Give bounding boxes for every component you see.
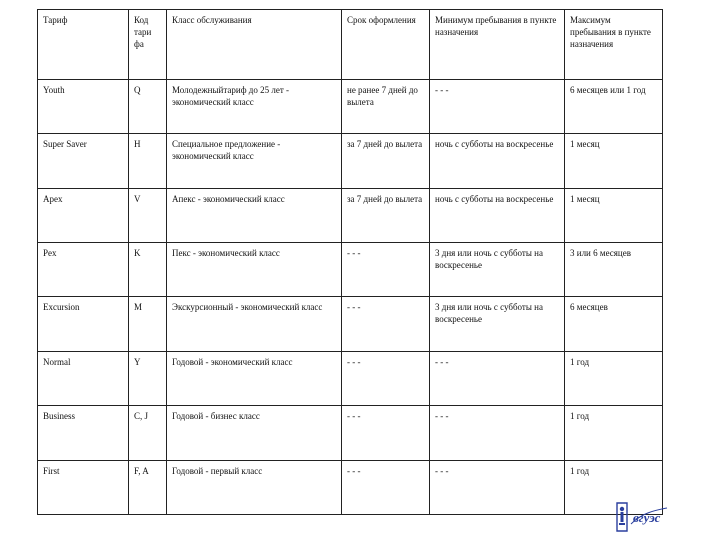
table-cell	[167, 188, 342, 242]
table-cell	[167, 351, 342, 405]
cell-text: Pex	[43, 248, 57, 259]
cell-text: Q	[134, 85, 141, 96]
header-cell-booking	[342, 10, 430, 80]
cell-text: Годовой - экономический класс	[172, 356, 293, 367]
table-cell	[565, 134, 663, 188]
cell-text: - - -	[347, 356, 361, 367]
cell-text: - - -	[435, 356, 449, 367]
cell-text: K	[134, 248, 141, 259]
cell-text: ночь с субботы на воскресенье	[435, 193, 554, 204]
table-cell	[129, 460, 167, 514]
table-cell	[129, 243, 167, 297]
table-cell	[129, 351, 167, 405]
table-row	[38, 243, 663, 297]
table-cell	[167, 243, 342, 297]
table-cell	[38, 80, 129, 134]
table-cell	[430, 297, 565, 351]
cell-text: 3 дня или ночь с субботы на воскресенье	[435, 248, 543, 271]
cell-text: Apex	[43, 193, 63, 204]
table-cell	[342, 188, 430, 242]
table-cell	[38, 406, 129, 460]
cell-text: - - -	[435, 411, 449, 422]
cell-text: 6 месяцев	[570, 302, 608, 313]
table-cell	[38, 188, 129, 242]
cell-text: за 7 дней до вылета	[347, 139, 423, 150]
table-cell	[430, 134, 565, 188]
table-cell	[430, 351, 565, 405]
table-row	[38, 134, 663, 188]
table-cell	[342, 243, 430, 297]
table-cell	[565, 297, 663, 351]
table-cell	[565, 351, 663, 405]
cell-text: - - -	[435, 465, 449, 476]
table-row	[38, 188, 663, 242]
cell-text: - - -	[347, 248, 361, 259]
university-logo-icon	[613, 500, 669, 534]
cell-text: Normal	[43, 356, 71, 367]
table-cell	[342, 351, 430, 405]
cell-text: 1 год	[570, 465, 590, 476]
cell-text: не ранее 7 дней до вылета	[347, 85, 418, 108]
cell-text: Апекс - экономический класс	[172, 193, 285, 204]
table-row	[38, 460, 663, 514]
cell-text: Super Saver	[43, 139, 87, 150]
table-cell	[430, 406, 565, 460]
table-cell	[167, 80, 342, 134]
cell-text: ночь с субботы на воскресенье	[435, 139, 554, 150]
table-row	[38, 80, 663, 134]
table-cell	[342, 406, 430, 460]
cell-text: Специальное предложение - экономический класс	[172, 139, 281, 162]
cell-text: Молодежныйтариф до 25 лет - экономический класс	[172, 85, 290, 108]
table-cell	[38, 460, 129, 514]
table-cell	[565, 188, 663, 242]
table-cell	[430, 188, 565, 242]
header-label: Максимум пребывания в пункте назначения	[570, 15, 651, 49]
cell-text: Business	[43, 411, 76, 422]
header-label: Код тари фа	[134, 15, 152, 49]
table-cell	[167, 406, 342, 460]
table-cell	[129, 80, 167, 134]
cell-text: 1 месяц	[570, 193, 600, 204]
cell-text: First	[43, 465, 60, 476]
logo-text: вгуэс	[633, 510, 661, 525]
table-cell	[129, 406, 167, 460]
cell-text: 6 месяцев или 1 год	[570, 85, 646, 96]
table-cell	[565, 243, 663, 297]
cell-text: H	[134, 139, 141, 150]
table-cell	[38, 297, 129, 351]
cell-text: Youth	[43, 85, 65, 96]
cell-text: C, J	[134, 411, 149, 422]
table-cell	[342, 297, 430, 351]
cell-text: - - -	[347, 302, 361, 313]
cell-text: Excursion	[43, 302, 80, 313]
header-label: Срок оформления	[347, 15, 416, 25]
header-label: Тариф	[43, 15, 68, 25]
tariff-table	[37, 9, 663, 515]
table-cell	[342, 134, 430, 188]
cell-text: - - -	[347, 411, 361, 422]
header-cell-max-stay	[565, 10, 663, 80]
header-cell-min-stay	[430, 10, 565, 80]
table-cell	[38, 243, 129, 297]
table-cell	[430, 460, 565, 514]
table-row	[38, 406, 663, 460]
cell-text: F, A	[134, 465, 149, 476]
header-cell-code	[129, 10, 167, 80]
table-cell	[167, 297, 342, 351]
table-row	[38, 351, 663, 405]
header-cell-class	[167, 10, 342, 80]
table-cell	[129, 297, 167, 351]
header-label: Класс обслуживания	[172, 15, 252, 25]
cell-text: V	[134, 193, 141, 204]
table-cell	[38, 134, 129, 188]
table-cell	[342, 460, 430, 514]
cell-text: Пекс - экономический класс	[172, 248, 280, 259]
cell-text: Годовой - бизнес класс	[172, 411, 260, 422]
table-header-row	[38, 10, 663, 80]
cell-text: 1 год	[570, 356, 590, 367]
cell-text: 3 дня или ночь с субботы на воскресенье	[435, 302, 543, 325]
cell-text: Годовой - первый класс	[172, 465, 263, 476]
table-row	[38, 297, 663, 351]
table-cell	[129, 134, 167, 188]
table-cell	[129, 188, 167, 242]
cell-text: 3 или 6 месяцев	[570, 248, 631, 259]
table-cell	[342, 80, 430, 134]
cell-text: Экскурсионный - экономический класс	[172, 302, 323, 313]
cell-text: 1 месяц	[570, 139, 600, 150]
table-cell	[167, 460, 342, 514]
cell-text: за 7 дней до вылета	[347, 193, 423, 204]
table-cell	[430, 80, 565, 134]
table-cell	[167, 134, 342, 188]
table-cell	[565, 80, 663, 134]
table-cell	[565, 406, 663, 460]
cell-text: - - -	[435, 85, 449, 96]
cell-text: M	[134, 302, 143, 313]
table-cell	[38, 351, 129, 405]
cell-text: 1 год	[570, 411, 590, 422]
cell-text: Y	[134, 356, 141, 367]
cell-text: - - -	[347, 465, 361, 476]
header-label: Минимум пребывания в пункте назначения	[435, 15, 557, 37]
header-cell-tariff	[38, 10, 129, 80]
table-cell	[430, 243, 565, 297]
